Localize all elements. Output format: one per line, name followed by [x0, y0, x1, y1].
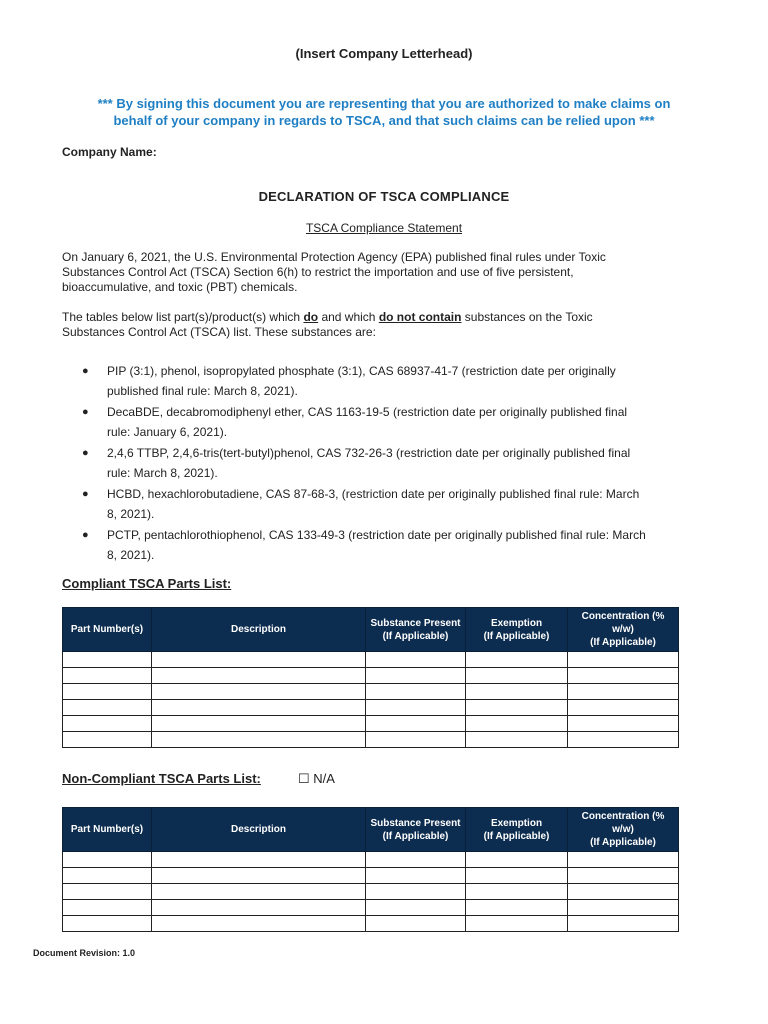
table-header-row: [63, 608, 679, 652]
table-cell[interactable]: [568, 700, 679, 716]
tables-intro-text: and which: [318, 310, 379, 324]
concentration-header: [568, 808, 679, 852]
table-cell[interactable]: [366, 652, 466, 668]
header-text: Exemption: [490, 617, 543, 629]
table-cell[interactable]: [63, 732, 152, 748]
substance-list: [62, 361, 682, 566]
table-cell[interactable]: [366, 700, 466, 716]
noncompliant-parts-table: [62, 807, 679, 932]
table-row: [63, 884, 679, 900]
table-cell[interactable]: [152, 884, 366, 900]
table-cell[interactable]: [366, 668, 466, 684]
table-cell[interactable]: [152, 868, 366, 884]
header-text: Concentration (% w/w): [581, 611, 665, 635]
table-row: [63, 684, 679, 700]
tables-intro-line: [62, 310, 662, 325]
table-cell[interactable]: [568, 716, 679, 732]
tables-intro-line: Substances Control Act (TSCA) list. These substances are:: [62, 325, 376, 339]
table-cell[interactable]: [568, 652, 679, 668]
table-cell[interactable]: [152, 852, 366, 868]
table-cell[interactable]: [63, 652, 152, 668]
table-cell[interactable]: [568, 668, 679, 684]
header-text: Part Number(s): [70, 824, 144, 835]
table-row: [63, 916, 679, 932]
bullet-icon: ●: [82, 529, 89, 541]
substance-list-item: [62, 443, 682, 483]
table-cell[interactable]: [568, 916, 679, 932]
tables-intro-text: The tables below list part(s)/product(s) which: [62, 310, 304, 324]
table-cell[interactable]: [366, 884, 466, 900]
compliant-parts-heading: Compliant TSCA Parts List:: [62, 576, 232, 591]
header-text: Description: [230, 824, 286, 835]
part-number-header: [63, 808, 152, 852]
notice-line-1: *** By signing this document you are representing that you are authorized to make claims on: [97, 96, 671, 111]
description-header: [152, 608, 366, 652]
substance-list-item: [62, 361, 682, 401]
notice-line-2: behalf of your company in regards to TSCA, and that such claims can be relied upon ***: [113, 113, 655, 128]
document-subtitle: TSCA Compliance Statement: [305, 221, 463, 235]
bullet-icon: ●: [82, 447, 89, 459]
table-cell[interactable]: [568, 732, 679, 748]
substance-text: PCTP, pentachlorothiophenol, CAS 133-49-3 (restriction date per originally published final rule: March: [107, 528, 646, 542]
table-cell[interactable]: [152, 700, 366, 716]
table-cell[interactable]: [466, 700, 568, 716]
table-cell[interactable]: [568, 884, 679, 900]
company-name-label: Company Name:: [62, 145, 157, 159]
bullet-icon: ●: [82, 488, 89, 500]
substance-list-item: [62, 402, 682, 442]
table-cell[interactable]: [366, 732, 466, 748]
table-row: [63, 668, 679, 684]
exemption-header: [466, 808, 568, 852]
substance-present-header: [366, 808, 466, 852]
table-cell[interactable]: [466, 852, 568, 868]
table-cell[interactable]: [466, 732, 568, 748]
table-cell[interactable]: [466, 652, 568, 668]
substance-list-item: [62, 525, 682, 565]
header-text: Substance Present: [370, 817, 461, 829]
header-text: Concentration (% w/w): [581, 811, 665, 835]
header-text: (If Applicable): [590, 637, 656, 648]
bullet-icon: ●: [82, 406, 89, 418]
table-cell[interactable]: [152, 732, 366, 748]
header-text: (If Applicable): [382, 630, 449, 642]
table-cell[interactable]: [568, 684, 679, 700]
substance-text: PIP (3:1), phenol, isopropylated phosphate (3:1), CAS 68937-41-7 (restriction date per originally: [107, 364, 616, 378]
table-row: [63, 732, 679, 748]
intro-line: bioaccumulative, and toxic (PBT) chemicals.: [62, 280, 298, 294]
header-text: (If Applicable): [483, 830, 550, 842]
header-text: (If Applicable): [483, 630, 550, 642]
compliant-parts-table: [62, 607, 679, 748]
noncompliant-parts-heading: Non-Compliant TSCA Parts List:: [62, 771, 261, 786]
table-cell[interactable]: [366, 716, 466, 732]
table-cell[interactable]: [152, 668, 366, 684]
table-cell[interactable]: [152, 684, 366, 700]
substance-text: rule: January 6, 2021).: [107, 425, 228, 439]
header-text: Exemption: [490, 817, 543, 829]
substance-text: 8, 2021).: [107, 548, 155, 562]
table-row: [63, 900, 679, 916]
table-cell[interactable]: [466, 716, 568, 732]
table-row: [63, 868, 679, 884]
tables-intro-text: substances on the Toxic: [461, 310, 593, 324]
table-cell[interactable]: [568, 900, 679, 916]
table-cell[interactable]: [63, 668, 152, 684]
table-cell[interactable]: [63, 916, 152, 932]
description-header: [152, 808, 366, 852]
table-cell[interactable]: [63, 684, 152, 700]
tables-intro-paragraph: [62, 310, 662, 340]
table-cell[interactable]: [466, 916, 568, 932]
table-cell[interactable]: [63, 700, 152, 716]
table-cell[interactable]: [152, 716, 366, 732]
table-cell[interactable]: [152, 900, 366, 916]
authorization-notice: [0, 95, 768, 129]
table-cell[interactable]: [366, 852, 466, 868]
do-not-contain-emphasis: do not contain: [378, 310, 462, 324]
header-text: Substance Present: [370, 617, 461, 629]
table-cell[interactable]: [63, 884, 152, 900]
concentration-header: [568, 608, 679, 652]
table-cell[interactable]: [466, 884, 568, 900]
table-cell[interactable]: [366, 868, 466, 884]
table-row: [63, 700, 679, 716]
document-revision: Document Revision: 1.0: [33, 948, 136, 958]
table-cell[interactable]: [466, 900, 568, 916]
table-cell[interactable]: [568, 868, 679, 884]
intro-paragraph: [62, 250, 662, 295]
substance-text: HCBD, hexachlorobutadiene, CAS 87-68-3, (restriction date per originally published final rule: March: [107, 487, 640, 501]
substance-text: published final rule: March 8, 2021).: [107, 384, 298, 398]
header-text: Part Number(s): [70, 624, 144, 635]
table-cell[interactable]: [63, 852, 152, 868]
substance-list-item: [62, 484, 682, 524]
table-cell[interactable]: [366, 916, 466, 932]
substance-text: 2,4,6 TTBP, 2,4,6-tris(tert-butyl)phenol, CAS 732-26-3 (restriction date per originally published final: [107, 446, 631, 460]
table-cell[interactable]: [152, 652, 366, 668]
table-cell[interactable]: [366, 684, 466, 700]
substance-present-header: [366, 608, 466, 652]
table-row: [63, 652, 679, 668]
table-row: [63, 852, 679, 868]
part-number-header: [63, 608, 152, 652]
table-cell[interactable]: [63, 868, 152, 884]
document-title: DECLARATION OF TSCA COMPLIANCE: [258, 189, 510, 204]
intro-line: Substances Control Act (TSCA) Section 6(h) to restrict the importation and use of five persistent,: [62, 265, 574, 279]
table-row: [63, 716, 679, 732]
do-emphasis: do: [303, 310, 319, 324]
header-text: (If Applicable): [590, 837, 656, 848]
substance-text: DecaBDE, decabromodiphenyl ether, CAS 1163-19-5 (restriction date per originally published final: [107, 405, 628, 419]
table-cell[interactable]: [63, 900, 152, 916]
exemption-header: [466, 608, 568, 652]
na-checkbox[interactable]: ☐ N/A: [298, 771, 335, 786]
table-cell[interactable]: [466, 868, 568, 884]
table-cell[interactable]: [466, 668, 568, 684]
table-cell[interactable]: [63, 716, 152, 732]
bullet-icon: ●: [82, 365, 89, 377]
letterhead-placeholder: (Insert Company Letterhead): [295, 46, 473, 61]
substance-text: 8, 2021).: [107, 507, 155, 521]
header-text: (If Applicable): [382, 830, 449, 842]
header-text: Description: [230, 624, 286, 635]
substance-text: rule: March 8, 2021).: [107, 466, 218, 480]
table-header-row: [63, 808, 679, 852]
table-cell[interactable]: [466, 684, 568, 700]
intro-line: On January 6, 2021, the U.S. Environmental Protection Agency (EPA) published final rules under Toxic: [62, 250, 606, 264]
table-cell[interactable]: [366, 900, 466, 916]
table-cell[interactable]: [568, 852, 679, 868]
table-cell[interactable]: [152, 916, 366, 932]
